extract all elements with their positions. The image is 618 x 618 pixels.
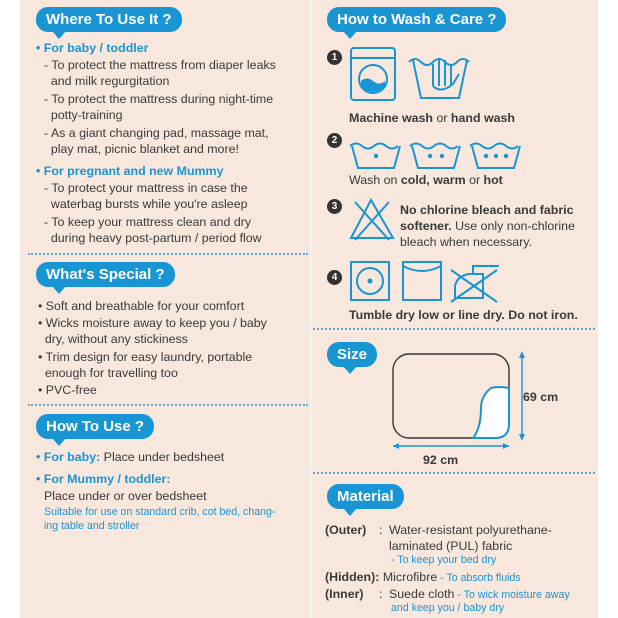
material-sep: : — [379, 587, 383, 601]
warm-wash-icon — [410, 144, 460, 169]
material-sep: : — [379, 523, 383, 537]
special-line: enough for travelling too — [38, 366, 178, 380]
special-line: • Trim design for easy laundry, portable — [38, 350, 253, 364]
where-line: - As a giant changing pad, massage mat, — [44, 126, 269, 140]
caption-mid: or — [433, 111, 451, 125]
material-note: - To wick moisture away — [454, 589, 570, 601]
howto-baby-label: • For baby: — [36, 450, 101, 464]
material-note: - To keep your bed dry — [391, 554, 497, 566]
material-label: (Inner) — [325, 587, 364, 601]
washing-machine-icon — [351, 48, 395, 100]
step-caption-line: No chlorine bleach and fabric — [400, 203, 574, 217]
howto-note: ing table and stroller — [44, 520, 140, 532]
step-caption — [400, 218, 575, 235]
material-note: and keep you / baby dry — [391, 602, 505, 614]
drying-icons — [349, 260, 529, 304]
special-line: • Wicks moisture away to keep you / baby — [38, 316, 267, 330]
how-to-use-title: How To Use ? — [36, 414, 154, 439]
where-line: - To protect the mattress from diaper leaks — [44, 58, 276, 72]
special-line: • Soft and breathable for your comfort — [38, 299, 245, 313]
step-caption — [349, 110, 515, 127]
section-divider — [313, 472, 595, 474]
step-caption: Tumble dry low or line dry. Do not iron. — [349, 308, 578, 322]
wash-icons — [349, 46, 479, 104]
material-text: Water-resistant polyurethane- — [389, 523, 552, 537]
step-number: 4 — [327, 270, 342, 285]
left-panel — [20, 0, 310, 618]
section-divider — [28, 404, 308, 406]
no-bleach-icon — [349, 198, 395, 242]
step-number: 3 — [327, 199, 342, 214]
where-line: potty-training — [44, 108, 123, 122]
step-caption — [349, 172, 503, 189]
material-text: Microfibre — [382, 570, 438, 584]
caption-mid: or — [465, 173, 484, 187]
cold-wash-icon — [350, 144, 400, 169]
where-line: during heavy post-partum / period flow — [44, 231, 262, 245]
caption-bold: Machine wash — [349, 111, 434, 125]
step-number: 1 — [327, 50, 342, 65]
material-text: laminated (PUL) fabric — [389, 539, 513, 553]
howto-note: Suitable for use on standard crib, cot bed, chang- — [44, 506, 276, 518]
caption-bold: hand wash — [450, 111, 515, 125]
step-caption-line: bleach when necessary. — [400, 235, 533, 249]
material-label: (Outer) — [325, 523, 367, 537]
howto-baby — [36, 449, 224, 466]
where-line: waterbag bursts while you're asleep — [44, 197, 248, 211]
right-panel — [311, 0, 598, 618]
material-label: (Hidden): — [325, 570, 380, 584]
where-line: play mat, picnic blanket and more! — [44, 142, 239, 156]
where-line: - To protect the mattress during night-time — [44, 92, 274, 106]
temperature-wash-icons — [349, 138, 525, 172]
where-line: - To protect your mattress in case the — [44, 181, 248, 195]
material-title: Material — [327, 484, 404, 509]
special-line: dry, without any stickiness — [38, 332, 188, 346]
where-group-heading: • For baby / toddler — [36, 41, 149, 55]
whats-special-title: What's Special ? — [36, 262, 175, 287]
section-divider — [313, 328, 595, 330]
line-dry-icon — [403, 262, 441, 300]
size-title: Size — [327, 342, 377, 367]
where-line: - To keep your mattress clean and dry — [44, 215, 252, 229]
mat-corner-icon — [473, 387, 509, 438]
do-not-iron-icon — [451, 266, 499, 302]
hand-wash-icon — [409, 58, 469, 98]
step-number: 2 — [327, 133, 342, 148]
tumble-dry-icon — [351, 262, 389, 300]
howto-mummy-label: • For Mummy / toddler: — [36, 472, 171, 486]
caption-bold: hot — [483, 173, 503, 187]
hot-wash-icon — [470, 144, 520, 169]
special-line: • PVC-free — [38, 383, 97, 397]
mat-size-diagram — [381, 348, 531, 448]
howto-baby-text: Place under bedsheet — [100, 450, 225, 464]
where-to-use-title: Where To Use It ? — [36, 7, 182, 32]
where-group-heading: • For pregnant and new Mummy — [36, 164, 224, 178]
size-width-label: 92 cm — [423, 453, 459, 467]
material-row — [325, 569, 521, 586]
caption-rest: Use only non-chlorine — [451, 219, 575, 233]
material-text: Suede cloth — [389, 587, 455, 601]
material-note: - To absorb fluids — [437, 572, 521, 584]
howto-mummy-text: Place under or over bedsheet — [44, 489, 207, 503]
size-height-label: 69 cm — [523, 390, 559, 404]
where-line: and milk regurgitation — [44, 74, 170, 88]
wash-care-title: How to Wash & Care ? — [327, 7, 506, 32]
caption-bold: softener. — [400, 219, 452, 233]
caption-pre: Wash on — [349, 173, 401, 187]
section-divider — [28, 253, 308, 255]
caption-bold: cold, warm — [400, 173, 466, 187]
